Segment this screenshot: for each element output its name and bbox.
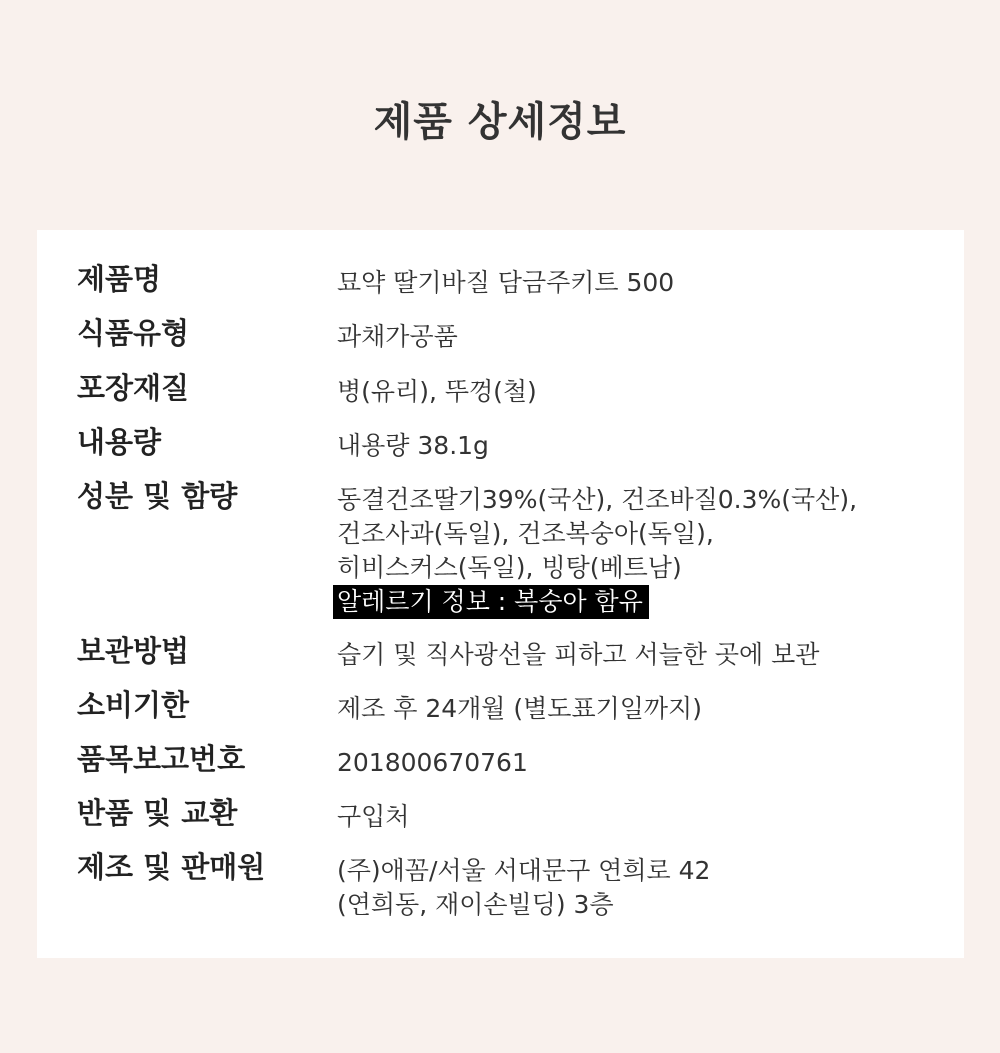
row-label-manufacturer: 제조 및 판매원	[77, 850, 266, 884]
row-value-ingredients	[337, 483, 857, 619]
row-label-food-type: 식품유형	[77, 316, 190, 350]
row-label-report-number: 품목보고번호	[77, 742, 246, 776]
value-line: 제조 후 24개월 (별도표기일까지)	[337, 694, 702, 723]
row-value-report-number	[337, 746, 528, 780]
value-line: 201800670761	[337, 748, 528, 777]
value-line: 병(유리), 뚜껑(철)	[337, 377, 537, 406]
row-value-manufacturer	[337, 854, 710, 922]
row-label-storage: 보관방법	[77, 634, 190, 668]
row-value-storage	[337, 638, 819, 672]
page-title: 제품 상세정보	[373, 99, 627, 145]
row-label-net-content: 내용량	[77, 425, 162, 459]
value-line: 히비스커스(독일), 빙탕(베트남)	[337, 553, 682, 582]
row-label-product-name: 제품명	[77, 262, 162, 296]
value-line: 건조사과(독일), 건조복숭아(독일),	[337, 519, 714, 548]
row-value-product-name	[337, 266, 674, 300]
row-value-packaging	[337, 375, 537, 409]
value-line: 과채가공품	[337, 322, 458, 351]
row-value-net-content	[337, 429, 489, 463]
product-info-card	[37, 230, 964, 958]
value-line: 동결건조딸기39%(국산), 건조바질0.3%(국산),	[337, 485, 858, 514]
row-value-expiry	[337, 692, 702, 726]
allergy-line	[337, 585, 857, 619]
value-line: 묘약 딸기바질 담금주키트 500	[337, 268, 675, 297]
value-line: (주)애꼼/서울 서대문구 연희로 42	[337, 856, 711, 885]
row-label-expiry: 소비기한	[77, 688, 190, 722]
value-line: (연희동, 재이손빌딩) 3층	[337, 890, 614, 919]
row-label-ingredients: 성분 및 함량	[77, 479, 238, 513]
row-value-food-type	[337, 320, 458, 354]
value-line: 구입처	[337, 802, 410, 831]
value-line: 내용량 38.1g	[337, 431, 489, 460]
row-label-returns: 반품 및 교환	[77, 796, 238, 830]
row-value-returns	[337, 800, 409, 834]
row-label-packaging: 포장재질	[77, 371, 190, 405]
value-line: 습기 및 직사광선을 피하고 서늘한 곳에 보관	[337, 640, 820, 669]
allergy-note: 알레르기 정보 : 복숭아 함유	[333, 585, 649, 619]
